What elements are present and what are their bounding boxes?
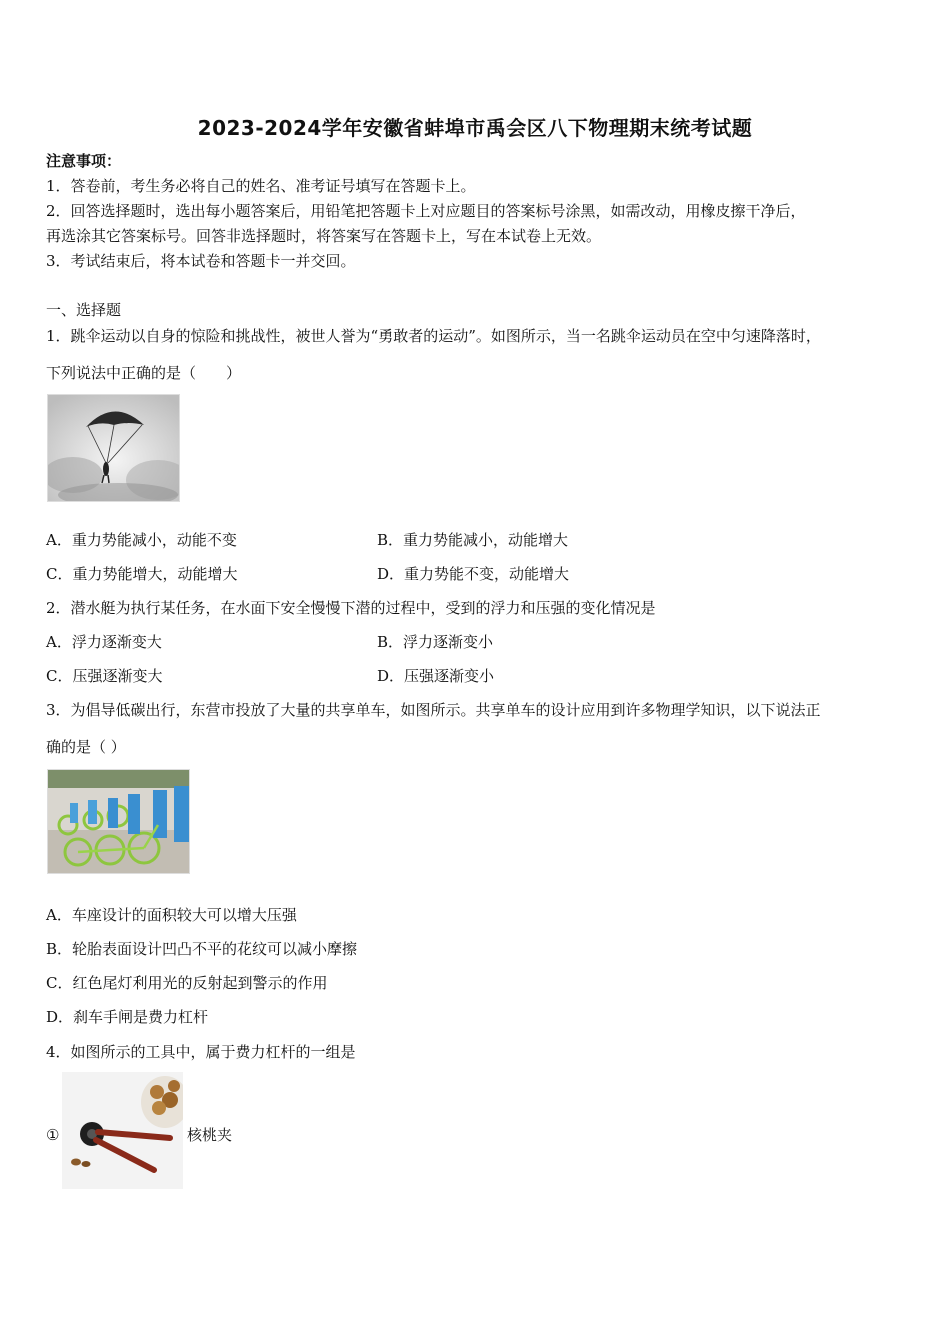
q3-stem-line2: 确的是（ ） <box>46 738 126 756</box>
parachute-image <box>47 394 180 502</box>
q1-stem-line2: 下列说法中正确的是（ ） <box>46 364 242 382</box>
notice-item-2: 2．回答选择题时，选出每小题答案后，用铅笔把答题卡上对应题目的答案标号涂黑，如需改动，用橡皮擦干净后， <box>46 202 806 220</box>
nutcracker-image <box>62 1072 183 1189</box>
q2-option-c: C．压强逐渐变大 <box>46 667 163 685</box>
q1-option-a: A．重力势能减小，动能不变 <box>46 531 237 549</box>
q3-stem-line1: 3．为倡导低碳出行，东营市投放了大量的共享单车，如图所示。共享单车的设计应用到许多物理学知识，以下说法正 <box>46 701 821 719</box>
q2-option-d: D．压强逐渐变小 <box>377 667 495 685</box>
q4-item1-mark: ① <box>46 1126 60 1144</box>
q2-option-a: A．浮力逐渐变大 <box>46 633 162 651</box>
q1-option-d: D．重力势能不变，动能增大 <box>377 565 570 583</box>
q2-option-b: B．浮力逐渐变小 <box>377 633 494 651</box>
q1-option-b: B．重力势能减小，动能增大 <box>377 531 569 549</box>
q4-item1-label: 核桃夹 <box>187 1126 233 1144</box>
q1-option-c: C．重力势能增大，动能增大 <box>46 565 238 583</box>
q4-stem: 4．如图所示的工具中，属于费力杠杆的一组是 <box>46 1043 356 1061</box>
notice-heading: 注意事项： <box>46 152 122 170</box>
q3-option-c: C．红色尾灯利用光的反射起到警示的作用 <box>46 974 328 992</box>
notice-item-3: 3．考试结束后，将本试卷和答题卡一并交回。 <box>46 252 356 270</box>
notice-item-2-cont: 再选涂其它答案标号。回答非选择题时，将答案写在答题卡上，写在本试卷上无效。 <box>46 227 602 245</box>
page-title: 2023-2024学年安徽省蚌埠市禹会区八下物理期末统考试题 <box>197 116 753 140</box>
q3-option-d: D．刹车手闸是费力杠杆 <box>46 1008 209 1026</box>
section-heading: 一、选择题 <box>46 301 122 319</box>
q3-option-b: B．轮胎表面设计凹凸不平的花纹可以减小摩擦 <box>46 940 358 958</box>
q1-stem-line1: 1．跳伞运动以自身的惊险和挑战性，被世人誉为“勇敢者的运动”。如图所示，当一名跳伞运动员在空中匀速降落时， <box>46 327 821 345</box>
shared-bikes-image <box>47 769 190 874</box>
notice-item-1: 1．答卷前，考生务必将自己的姓名、准考证号填写在答题卡上。 <box>46 177 476 195</box>
q3-option-a: A．车座设计的面积较大可以增大压强 <box>46 906 297 924</box>
q2-stem: 2．潜水艇为执行某任务，在水面下安全慢慢下潜的过程中，受到的浮力和压强的变化情况是 <box>46 599 656 617</box>
